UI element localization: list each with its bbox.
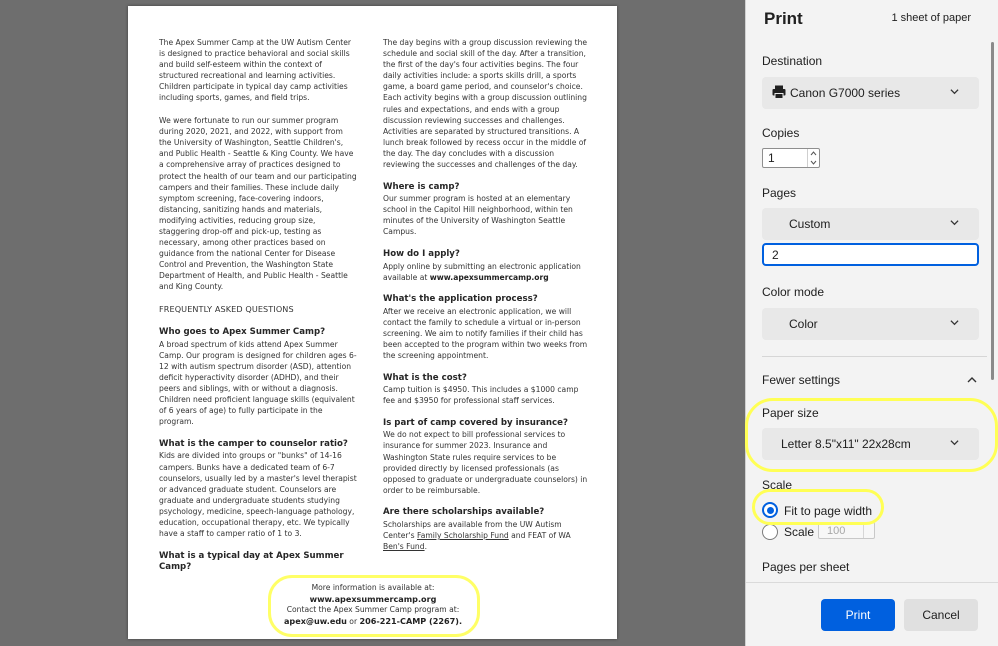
chevron-down-icon [950, 87, 959, 96]
fewer-settings-toggle[interactable] [762, 373, 983, 389]
right-column [383, 37, 590, 564]
pages-value: Custom [789, 217, 831, 231]
copies-stepper[interactable] [762, 148, 820, 168]
apply-link: www.apexsummercamp.org [429, 272, 549, 282]
faq-heading: FREQUENTLY ASKED QUESTIONS [159, 304, 294, 315]
custom-scale-label[interactable]: Scale [784, 525, 815, 539]
answer-apply: Apply online by submitting an electronic application available at www.apexsummercamp.org [383, 261, 581, 282]
copies-input[interactable] [763, 149, 807, 167]
print-header [746, 0, 998, 40]
stepper-up-icon[interactable] [808, 149, 819, 158]
left-column [159, 37, 357, 574]
settings-divider [762, 356, 987, 357]
answer-process: After we receive an electronic application, we will contact the family to schedule a virtual or in-person screening. We aim to notify families if their child has been accepted to the program within two weeks from the screening appointment. [383, 306, 588, 361]
print-title: Print [764, 9, 803, 28]
question-ratio: What is the camper to counselor ratio? [159, 438, 348, 449]
question-process: What's the application process? [383, 294, 538, 305]
chevron-up-icon [967, 375, 977, 385]
destination-value: Canon G7000 series [790, 86, 901, 100]
destination-select[interactable] [762, 77, 979, 109]
destination-label: Destination [762, 54, 823, 68]
settings-scrollbar[interactable] [991, 42, 994, 380]
paper-size-label: Paper size [762, 406, 819, 420]
question-apply: How do I apply? [383, 249, 460, 259]
pages-label: Pages [762, 186, 797, 200]
scale-input[interactable] [818, 522, 875, 539]
color-mode-select[interactable] [762, 308, 979, 340]
answer-scholarships: Scholarships are available from the UW Autism Center's Family Scholarship Fund and FEAT of WA Ben's Fund. [383, 519, 571, 552]
contact-footer: More information is available at: www.apexsummercamp.org Contact the Apex Summer Camp program at: apex@uw.edu or 206-221-CAMP (2267). [283, 583, 463, 626]
page-range-field[interactable] [762, 243, 979, 266]
printer-icon [772, 85, 786, 99]
question-who: Who goes to Apex Summer Camp? [159, 327, 326, 338]
pages-select[interactable] [762, 208, 979, 240]
sheet-count: 1 sheet of paper [891, 12, 971, 24]
question-where: Where is camp? [383, 181, 460, 192]
paper-size-select[interactable] [762, 428, 979, 460]
footer-website: www.apexsummercamp.org [309, 593, 437, 604]
copies-label: Copies [762, 126, 800, 140]
fit-to-width-radio[interactable] [762, 502, 778, 518]
fewer-settings-label: Fewer settings [762, 373, 841, 387]
chevron-down-icon [950, 438, 959, 447]
scale-label: Scale [762, 478, 793, 492]
answer-ratio: Kids are divided into groups or "bunks" of 14-16 campers. Bunks have a dedicated team of 6-7 counselors, usually led by a master's level therapist or advanced graduate student. Counselors are graduate and undergraduate students studying psychology, medicine, speech-language pathology, education, occupational therapy, etc. We typically have a staff to camper ratio of 1 to 3. [159, 451, 357, 539]
question-cost: What is the cost? [383, 372, 467, 383]
scale-value: 100 [827, 525, 846, 537]
bens-fund-link: Ben's Fund [383, 542, 425, 552]
footer-phone: 206-221-CAMP (2267). [359, 615, 463, 626]
history-paragraph: We were fortunate to run our summer program during 2020, 2021, and 2022, with support from the University of Washington, Seattle Children's, and Public Health - Seattle & King County. We have a comprehensive array of practices designed to protect the health of our team and our participating campers and their families. These include daily symptom screening, face-covering indoors, distancing, sanitizing hands and materials, modifying activities, reducing group size, staggering drop-off and pick-up, testing as necessary, among other practices based on guidance from the national Center for Disease Control and Prevention, the Washington State Department of Health, and Public Health - Seattle and King County. [159, 116, 357, 292]
color-mode-label: Color mode [762, 285, 825, 299]
answer-where: Our summer program is hosted at an elementary school in the Capitol Hill neighborhood, within ten minutes of the University of Washington Seattle Campus. [383, 194, 573, 237]
answer-cost: Camp tuition is $4950. This includes a $1000 camp fee and $3950 for professional staff services. [383, 385, 579, 406]
fit-to-width-label[interactable]: Fit to page width [784, 504, 873, 518]
page-range-input[interactable] [764, 245, 977, 264]
question-insurance: Is part of camp covered by insurance? [383, 417, 568, 428]
family-scholarship-link: Family Scholarship Fund [417, 531, 509, 540]
cancel-button[interactable]: Cancel [904, 599, 978, 631]
copies-arrows[interactable] [807, 149, 819, 167]
color-mode-value: Color [789, 317, 818, 331]
stepper-down-icon[interactable] [808, 158, 819, 167]
question-scholarships: Are there scholarships available? [383, 507, 545, 518]
custom-scale-radio[interactable] [762, 524, 778, 540]
pages-per-sheet-label: Pages per sheet [762, 560, 850, 574]
chevron-down-icon [950, 318, 959, 327]
paper-size-value: Letter 8.5"x11" 22x28cm [781, 437, 911, 451]
print-settings-panel [745, 0, 998, 646]
chevron-down-icon [950, 218, 959, 227]
day-paragraph: The day begins with a group discussion reviewing the schedule and social skill of the day. After a transition, the first of the day's four activities begins. The four daily activities include: a sports skills drill, a sports game, a board game period, and counselor's choice. Each activity begins with a group discussion outlining rules and expectations, and ends with a group discussion reviewing successes and challenges. Activities are separated by structured transitions. A lunch break followed by recess occur in the middle of the day. The day concludes with a discussion reviewing the successes and challenges of the day. [383, 38, 588, 170]
answer-who: A broad spectrum of kids attend Apex Summer Camp. Our program is designed for children ages 6-12 with autism spectrum disorder (ASD), attention deficit hyperactivity disorder (ADHD), and their peers and siblings, with or without a diagnosis. Children need proficient language skills (equivalent of 6 years of age) to fully participate in the program. [159, 339, 357, 427]
preview-page [128, 6, 617, 639]
print-button[interactable]: Print [821, 599, 895, 631]
intro-paragraph: The Apex Summer Camp at the UW Autism Center is designed to practice behavioral and social skills and build self-esteem within the context of structured recreational and learning activities. Children participate in typical day camp activities including sports, games, and field trips. [159, 38, 352, 103]
action-bar [746, 582, 998, 646]
question-typical-day: What is a typical day at Apex Summer Camp? [159, 550, 344, 573]
scale-arrows[interactable] [863, 523, 874, 538]
footer-email: apex@uw.edu [283, 615, 347, 626]
answer-insurance: We do not expect to bill professional services to insurance for summer 2023. Insurance and Washington State rules require services to be provided directly by licensed professionals (as opposed to graduate or undergraduate counselors) in order to be reimbursable. [383, 430, 588, 495]
